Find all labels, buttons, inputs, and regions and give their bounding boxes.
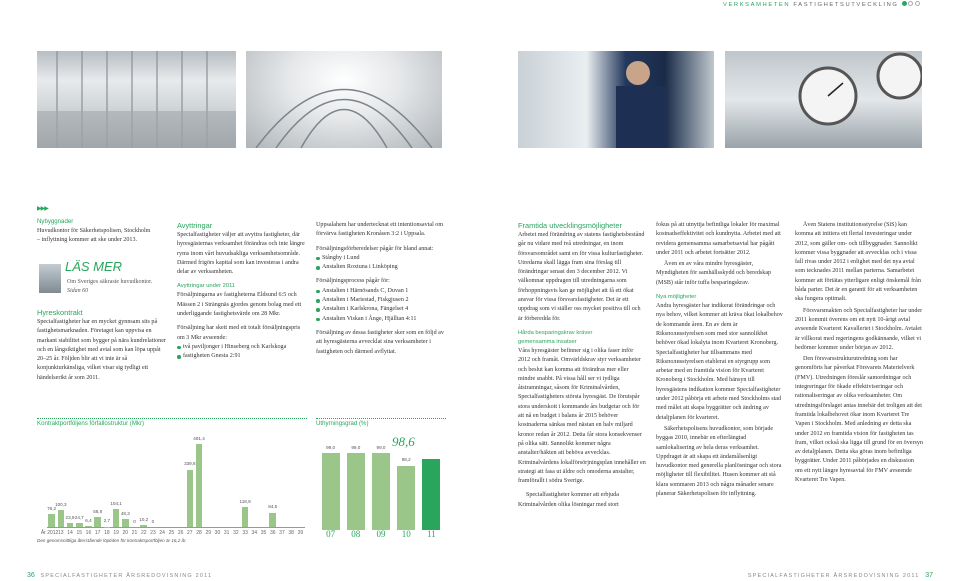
col6-section (795, 221, 923, 490)
chart2 (316, 418, 446, 542)
col4-section (518, 221, 646, 515)
chart2-tick-label: 11 (427, 529, 436, 539)
chart2-title: Uthyrningsgrad (%) (316, 420, 369, 427)
col5-p4: Säkerhetspolisens huvudkontor, som började byggas 2010, innebär en efterlängtad samlokalisering av hela deras verksamhet. Uppdraget är att skapa ett ändamålsenligt huvudkontor med generella planlösningar och stora möjligheter till flexibilitet. Husen kommer att stå klara sommaren 2013 och några månader senare planerar Säkerhetspolisen för inflyttning. (656, 425, 782, 498)
chart2-bar (347, 453, 365, 530)
chart1-tick-label: 20 (122, 530, 129, 536)
chart1-tick-label: 36 (269, 530, 276, 536)
col3-p3: Försäljningsprocess pågår för: (316, 278, 390, 285)
footer-left (27, 571, 212, 581)
chart1-bar (187, 470, 194, 528)
chart1-data-label: 100,3 (55, 501, 67, 507)
avyttringar-subtitle: Avyttringar under 2011 (177, 283, 236, 290)
chart1-bar (196, 444, 203, 527)
avyttringar-bullet: fastigheten Gnesta 2:91 (177, 352, 307, 361)
col3-bullet: Anstalten i Mariestad, Fiskgjusen 2 (316, 296, 446, 305)
col3-p1: Uppsalahem har undertecknat ett intentionsavtal om förvärva fastigheten Kronåsen 3:2 i Uppsala. (316, 222, 444, 238)
chart1-tick-label: 37 (279, 530, 285, 536)
chart2-data-label: 99,0 (326, 445, 336, 451)
chart1-data-label: 118,9 (239, 498, 251, 504)
avyttringar-bullet: två paviljonger i Hinseberg och Karlskoga (177, 343, 307, 352)
chart1-tick-label: 15 (76, 530, 83, 536)
col3-bullet: Anstalten i Härnösands C, Duvan 1 (316, 287, 446, 296)
chart2-data-label: 99,0 (376, 445, 386, 451)
chart1-plot (47, 435, 305, 528)
photo-pressure-gauges (725, 51, 922, 148)
col4-p3: Specialfastigheter kommer att erbjuda Kriminalvården olika lösningar med stort (518, 492, 619, 508)
chart1-data-label: 104,1 (110, 501, 122, 507)
chart2-tick-label: 07 (326, 529, 336, 539)
chart1-tick-label: 30 (214, 530, 221, 536)
chart1-tick-label: 38 (288, 530, 294, 536)
chart2-tick-label: 08 (351, 529, 361, 539)
col5-p1: fokus på att utnyttja befintliga lokaler för maximal kostnadseffektivitet och kundnytta. Arbetet med att revidera gemensamma samarbetsavtal har pågått under 2011 och arbetet fortsätter 2012. (656, 222, 781, 256)
chart1-tick-label: 19 (113, 530, 119, 536)
footer-right-text: SPECIALFASTIGHETER ÅRSREDOVISNING 2011 (747, 573, 920, 579)
chart1-data-label: 58,8 (93, 508, 103, 514)
chart1-tick-label: 16 (85, 530, 92, 536)
chart1-tick-label: 28 (196, 530, 202, 536)
photo-building-facade (37, 51, 236, 148)
chart1-tick-label: 23 (150, 530, 156, 536)
chart1-tick-label: 33 (242, 530, 248, 536)
chart2-ticks (318, 529, 444, 541)
chart1-tick-label: 25 (168, 530, 175, 536)
hyreskontrakt-title: Hyreskontrakt (37, 308, 83, 317)
chart2-tick-label: 10 (401, 529, 411, 539)
chart2-highlight-value: 98,6 (392, 434, 415, 449)
chart1-ticks (40, 529, 305, 536)
chart1-tick-label: 26 (177, 530, 184, 536)
col3-bullet: Anstalten Viskan i Ånge, Hjälltan 4:11 (316, 315, 446, 324)
col5-p2: Även en av våra mindre hyresgäster, Myndigheten för samhällsskydd och beredskap (MSB) står inför tuffa besparingskrav. (656, 261, 772, 286)
chart2-plot (318, 438, 444, 530)
chart1-tick-label: 32 (233, 530, 239, 536)
chart1-bar (242, 507, 249, 527)
chart1-tick-label: 29 (205, 530, 212, 536)
chart1-tick-label: 21 (131, 530, 138, 536)
chart1-data-label: 6,4 (85, 517, 92, 523)
intro-title: Nybyggnader (37, 218, 74, 226)
col3-section (316, 221, 446, 362)
arrows-icon: ▶▶▶ (37, 206, 48, 212)
col3-bullet: Stångby i Lund (316, 254, 446, 263)
col6-p1: Även Statens institutionsstyrelse (SiS) kan komma att initiera ett flertal investeringar under 2012, som gäller om- och tillbyggnader. Sannolikt kommer vissa byggnader att avvecklas och i vissa fall rivas under 2012 i enlighet med det nya avtal som tecknades 2011 mellan parterna. Samarbetet kommer att förtätas ytterligare enligt önskemål från båda parter. Det är en garanti för att verksamheten ska fungera optimalt. (795, 222, 921, 303)
chart1-tick-label: 27 (187, 530, 193, 536)
chart2-bar (322, 453, 340, 530)
chart1-tick-label: 18 (104, 530, 110, 536)
chart1-data-label: 339,8 (184, 461, 196, 467)
chart2-tick-label: 09 (376, 529, 386, 539)
photo-atrium-roof (246, 51, 442, 148)
page-header (723, 1, 920, 10)
chart1-data-label: 24,7 (74, 514, 84, 520)
col4-p1: Arbetet med förändring av statens fastighetsbestånd går nu vidare med två utredningar, en inom försvarsområdet samt en för vissa kulturfastigheter. Utredarna skall lägga fram sina förslag till förändringar senast den 3 december 2012. Vi välkomnar uppdragen till utredningarna som förhoppningsvis kan ge möjlighet att få ett ökat ansvar för vissa försvarsfastigheter. Det är ett uppdrag som vi ställer oss mycket positiva till och är förberedda för. (518, 232, 645, 322)
intro-line-1: Huvudkontor för Säkerhetspolisen, Stockholm (37, 227, 151, 234)
col3-p4: Försäljning av dessa fastigheter sker som en följd av att hyresgästerna avvecklat sina verksamheter i fastigheten och därmed avflyttat. (316, 329, 444, 355)
left-intro (37, 205, 169, 245)
chart1-data-label: 48,3 (120, 510, 130, 516)
col5-p3: Andra hyresgäster har indikerat förändringar och nya behov, vilket kommer att kräva ökat lokalbehov de kommande åren. En av dem är Riksполиsstyrelsen som med stor sannolikhet behöver ökad lokalyta inom Kvarteret Kronoberg. Specialfastigheter har tillsammans med Riksполиsstyrelsen etablerat en styrgrupp som arbetar med en framtida vision för Kvarteret Kronoberg i Stockholm. Med hänsyn till hyresgästens indikation kommer Specialfastigheter under 2012 påbörja ett arbete med Stockholms stad med målet att skapa byggrätter och ändring av detaljplanen för kvarteret. (656, 303, 783, 421)
chart1-bar (269, 513, 276, 527)
chart1-bar (85, 526, 92, 527)
chart1 (37, 418, 307, 542)
chart1-tick-label: 24 (159, 530, 165, 536)
hyreskontrakt-text: Specialfastigheter har en mycket gynnsam sits på fastighetsmarknaden. Företaget kan uppvisa en markant stabilitet som bygger på nära kundrelationer och en långsiktighet med avtal som kan löpa uppåt 20–25 år. Följden blir att vi inte är så konjunkturkänsliga, vilket visar sig tydligt ett händelserikt år som 2011. (37, 319, 166, 381)
las-mer-text: Om Sveriges säkraste huvudkontor. (67, 279, 153, 285)
chart2-bar (397, 466, 415, 530)
chart1-note: Den genomsnittliga återstående löptiden för kontraktsportföljen är 16,2 år. (37, 538, 187, 543)
photo-technician (518, 51, 714, 148)
footer-right (748, 571, 933, 581)
chart1-data-label: 76,2 (47, 505, 57, 511)
col6-p3: Den försvarsstrukturutredning som har genomförts har påverkat Försvarets Materielverk (FMV). Utredningen föreslår samordningar och integreringar för ökade effektiviseringar och rationaliseringar av olika verksamheter. Om utredningsförslaget antas innebär det troligen att det framtida lokalbehovet ökar inom Kvarteret Tre Vapen i Stockholm. Med anledning av detta ska under 2012 en framtida vision för fastigheten tas fram, vilket också ska ligga till grund för en översyn av detaljplanen. Detta ska göras inom befintliga byggrätter. Under 2011 påbörjades en diskussion om ett nytt längre hyresavtal för FMV avseende Kvarteret Tre Vapen. (795, 356, 923, 484)
col3-bullet: Anstalten Roxtuna i Linköping (316, 263, 446, 272)
las-mer-box[interactable] (37, 261, 169, 295)
chart1-data-label: 0 (151, 518, 155, 524)
chart1-tick-label: 17 (94, 530, 101, 536)
avyttringar-p2: Försäljningarna av fastigheterna Eldsund 6:5 och Mässen 2 i Strängnäs gjordes genom bolag med ett underliggande fastighetsvärde om 28 Mkr. (177, 292, 302, 318)
chart1-data-label: 0 (133, 518, 136, 524)
footer-right-page: 37 (925, 572, 933, 579)
chart1-tick-label: 13 (58, 530, 64, 536)
chart1-data-label: 23,9 (65, 514, 75, 520)
chart1-tick-label: 39 (297, 530, 304, 536)
las-mer-page: Sidan 60 (67, 288, 89, 294)
avyttringar-p3: Försäljning har skett med ett totalt försäljningspris om 3 Mkr avseende: (177, 325, 301, 341)
col5-section (656, 221, 784, 504)
col3-p2: Försäljningsförberedelser pågår för bland annat: (316, 245, 434, 252)
col4-p2: Våra hyresgäster befinner sig i olika faser inför 2012 och framåt. Omvärldskrav styr verksamheter och beslut kan komma att förändras mer eller mindre snabbt. På vissa håll ser vi tydliga åtstramningar, såsom för Kriminalvården, Specialfastigheters största hyresgäst. De förutspår stora underskott i kommande års budgetar och för att nå en budget i balans år 2015 behöver kostnaderna sänkas med nästan en halv miljard kronor redan år 2012. Detta får stora konsekvenser på olika sätt. Sannolikt kommer några anstalter/häkten att behöva avvecklas. Kriminalvårdens lokalförsörjningsplan innehåller en strategi att fasa ut äldre och omoderna anstalter, framförallt i södra Sverige. (518, 347, 646, 485)
hyreskontrakt-section (37, 308, 169, 388)
avyttringar-section (177, 221, 307, 362)
footer-left-text: SPECIALFASTIGHETER ÅRSREDOVISNING 2011 (40, 573, 213, 579)
header-section: FASTIGHETSUTVECKLING (793, 2, 899, 8)
chart1-tick-label: 14 (67, 530, 73, 536)
col6-p2: Försvarsmakten och Specialfastigheter har under 2011 kommit överens om ett nytt 10-årigt avtal avseende Kvarteret Kavalleriet i Stockholm. Avtalet är villkorat med regeringens godkännande, vilket vi bedömer kommer under början av 2012. (795, 307, 923, 351)
las-mer-title: LÄS MER (65, 259, 123, 274)
las-mer-thumbnail (39, 264, 61, 293)
col4-title: Framtida utvecklingsmöjligheter (518, 221, 622, 230)
avyttringar-p1: Specialfastigheter väljer att avyttra fastigheter, där hyresgästernas verksamhet förändras och inte längre ryms inom vårt huvudsakliga verksamhetsområde. Därmed frigörs kapital som kan investeras i andra delar av verksamheten. (177, 232, 305, 276)
col5-subtitle: Nya möjligheter (656, 294, 697, 301)
col4-subtitle: Hårda besparingskrav kräver gemensamma insatser (518, 329, 593, 345)
chart1-data-label: 84,5 (268, 504, 278, 510)
chart1-bar (48, 514, 55, 527)
chart1-data-label: 491,4 (193, 435, 205, 441)
chart1-tick-label: 22 (140, 530, 147, 536)
chart1-tick-label: 31 (223, 530, 230, 536)
footer-left-page: 36 (27, 572, 35, 579)
intro-line-2: – inflyttning kommer att ske under 2013. (37, 236, 138, 243)
col3-bullet: Anstalten i Karlskrona, Fängelset 4 (316, 305, 446, 314)
chart2-data-label: 98,2 (401, 457, 411, 463)
chart1-title: Kontraktportföljens förfallostruktur (Mkr) (37, 420, 145, 427)
header-label: VERKSAMHETEN (722, 2, 791, 8)
chart2-bar (372, 453, 390, 530)
chart1-tick-label: År 2012 (40, 530, 59, 536)
header-dots (902, 2, 920, 8)
chart1-tick-label: 35 (260, 530, 267, 536)
avyttringar-title: Avyttringar (177, 221, 213, 230)
chart1-bar (67, 523, 74, 527)
chart2-data-label: 99,0 (351, 445, 361, 451)
chart2-bar (422, 459, 440, 530)
chart1-data-label: 2,7 (103, 518, 111, 524)
chart1-tick-label: 34 (251, 530, 258, 536)
chart1-data-label: 10,2 (139, 516, 149, 522)
